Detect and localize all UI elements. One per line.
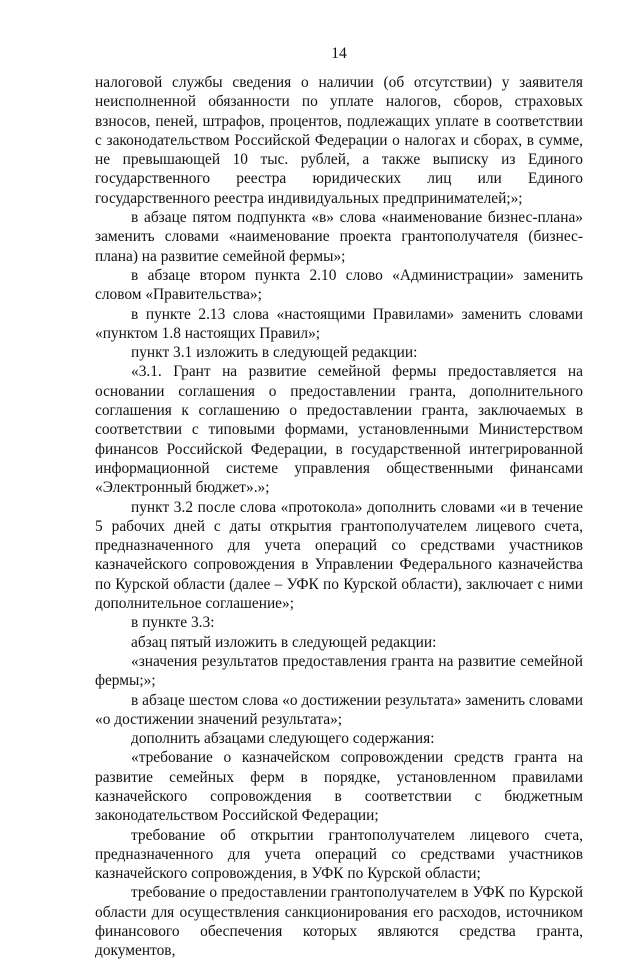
paragraph: пункт 3.2 после слова «протокола» дополнить словами «и в течение 5 рабочих дней с даты открытия грантополучателем лицевого счета, предназначенного для учета операций со средствами участников казначейского сопровождения в Управлении Федерального казначейства по Курской области (далее – УФК по Курской области), заключает с ними дополнительное соглашение»;	[95, 498, 583, 613]
paragraph: пункт 3.1 изложить в следующей редакции:	[131, 344, 418, 362]
paragraph: «значения результатов предоставления гранта на развитие семейной фермы;»;	[95, 652, 583, 690]
paragraph: требование об открытии грантополучателем лицевого счета, предназначенного для учета операций со средствами участников казначейского сопровождения, в УФК по Курской области;	[95, 826, 583, 883]
paragraph: в пункте 2.13 слова «настоящими Правилами» заменить словами «пунктом 1.8 настоящих Правил»;	[95, 305, 583, 342]
paragraph: в абзаце втором пункта 2.10 слово «Администрации» заменить словом «Правительства»;	[95, 266, 583, 304]
paragraph: в абзаце пятом подпункта «в» слова «наименование бизнес-плана» заменить словами «наименование проекта грантополучателя (бизнес-плана) на развитие семейной фермы»;	[95, 209, 583, 265]
paragraph: в пункте 3.3:	[131, 614, 215, 632]
paragraph: требование о предоставлении грантополучателем в УФК по Курской области для осуществления санкционирования его расходов, источником финансового обеспечения которых являются средства гранта, документов,	[95, 884, 583, 960]
paragraph: дополнить абзацами следующего содержания:	[131, 730, 435, 748]
paragraph: «требование о казначейском сопровождении средств гранта на развитие семейных ферм в порядке, установленном правилами казначейского сопровождения в соответствии с бюджетным законодательством Российской Федерации;	[95, 749, 583, 825]
document-body	[95, 73, 583, 961]
paragraph: абзац пятый изложить в следующей редакции:	[131, 633, 437, 651]
paragraph: в абзаце шестом слова «о достижении результата» заменить словами «о достижении значений результата»;	[95, 691, 583, 728]
page-number: 14	[331, 45, 347, 62]
paragraph: налоговой службы сведения о наличии (об отсутствии) у заявителя неисполненной обязанности по уплате налогов, сборов, страховых взносов, пеней, штрафов, процентов, подлежащих уплате в соответствии с законодательством Российской Федерации о налогах и сборах, в сумме, не превышающей 10 тыс. рублей, а также выписку из Единого государственного реестра юридических лиц или Единого государственного реестра индивидуальных предпринимателей;»;	[95, 74, 583, 207]
paragraph: «3.1. Грант на развитие семейной фермы предоставляется на основании соглашения о предоставлении гранта, дополнительного соглашения к соглашению о предоставлении гранта, заключаемых в соответствии с типовыми формами, установленными Министерством финансов Российской Федерации, в государственной интегрированной информационной системе управления общественными финансами «Электронный бюджет».»;	[95, 363, 583, 497]
